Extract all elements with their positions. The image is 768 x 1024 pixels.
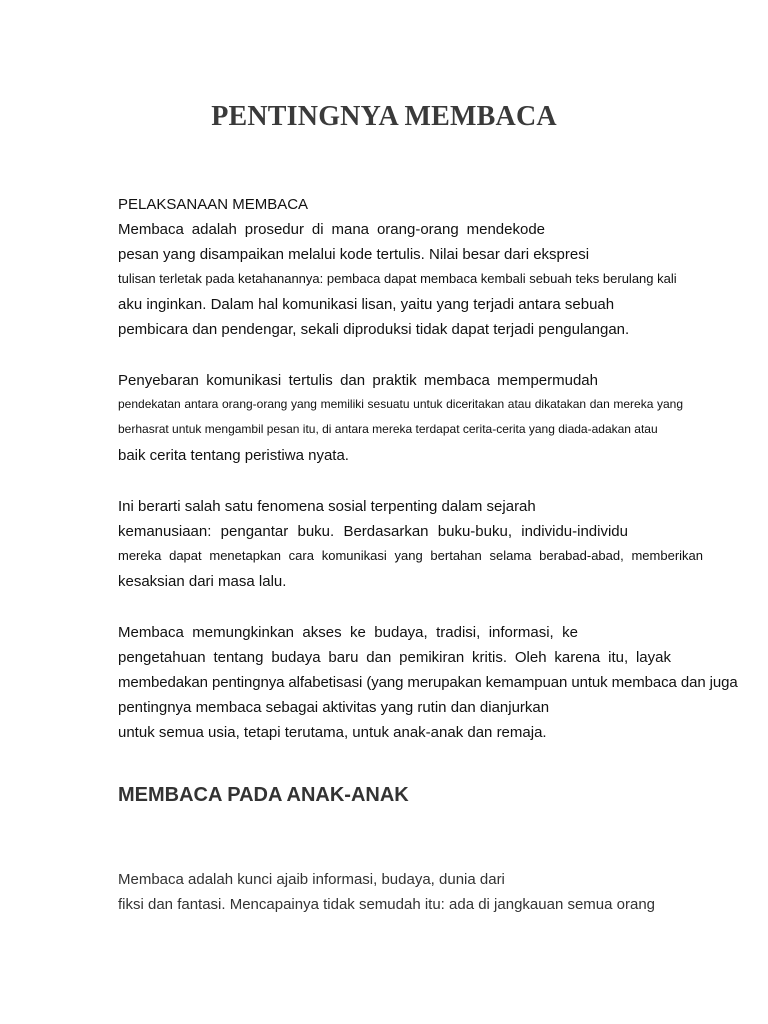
paragraph1-line-3: tulisan terletak pada ketahanannya: pembaca dapat membaca kembali sebuah teks berulang kali — [118, 271, 677, 286]
paragraph1-line-4: aku inginkan. Dalam hal komunikasi lisan, yaitu yang terjadi antara sebuah — [118, 296, 615, 313]
paragraph3-line-4: kesaksian dari masa lalu. — [118, 573, 287, 590]
paragraph1-line-2: pesan yang disampaikan melalui kode tertulis. Nilai besar dari ekspresi — [118, 246, 590, 263]
paragraph3-line-1: Ini berarti salah satu fenomena sosial terpenting dalam sejarah — [118, 498, 536, 515]
paragraph4-line-4: pentingnya membaca sebagai aktivitas yang rutin dan dianjurkan — [118, 699, 550, 716]
paragraph4-line-3: membedakan pentingnya alfabetisasi (yang merupakan kemampuan untuk membaca dan juga — [118, 674, 738, 691]
paragraph2-line-2: pendekatan antara orang-orang yang memiliki sesuatu untuk diceritakan atau dikatakan dan mereka yang — [118, 397, 683, 411]
paragraph1-line-1: Membaca adalah prosedur di mana orang-orang mendekode — [118, 221, 545, 238]
paragraph2-line-3: berhasrat untuk mengambil pesan itu, di antara mereka terdapat cerita-cerita yang diada-adakan atau — [118, 422, 658, 436]
paragraph2-line-1: Penyebaran komunikasi tertulis dan praktik membaca mempermudah — [118, 372, 598, 389]
section2-line-2: fiksi dan fantasi. Mencapainya tidak semudah itu: ada di jangkauan semua orang — [118, 896, 656, 913]
paragraph3-line-3: mereka dapat menetapkan cara komunikasi yang bertahan selama berabad-abad, memberikan — [118, 548, 703, 563]
paragraph4-line-2: pengetahuan tentang budaya baru dan pemikiran kritis. Oleh karena itu, layak — [118, 649, 671, 666]
section2-line-1: Membaca adalah kunci ajaib informasi, budaya, dunia dari — [118, 871, 505, 888]
section-heading-pelaksanaan: PELAKSANAAN MEMBACA — [118, 196, 309, 213]
section-heading-anak-anak: MEMBACA PADA ANAK-ANAK — [118, 784, 409, 806]
paragraph2-line-4: baik cerita tentang peristiwa nyata. — [118, 447, 349, 464]
paragraph1-line-5: pembicara dan pendengar, sekali diproduksi tidak dapat terjadi pengulangan. — [118, 321, 630, 338]
document-title: PENTINGNYA MEMBACA — [211, 101, 557, 132]
paragraph4-line-1: Membaca memungkinkan akses ke budaya, tradisi, informasi, ke — [118, 624, 578, 641]
paragraph4-line-5: untuk semua usia, tetapi terutama, untuk anak-anak dan remaja. — [118, 724, 547, 741]
paragraph3-line-2: kemanusiaan: pengantar buku. Berdasarkan buku-buku, individu-individu — [118, 523, 628, 540]
